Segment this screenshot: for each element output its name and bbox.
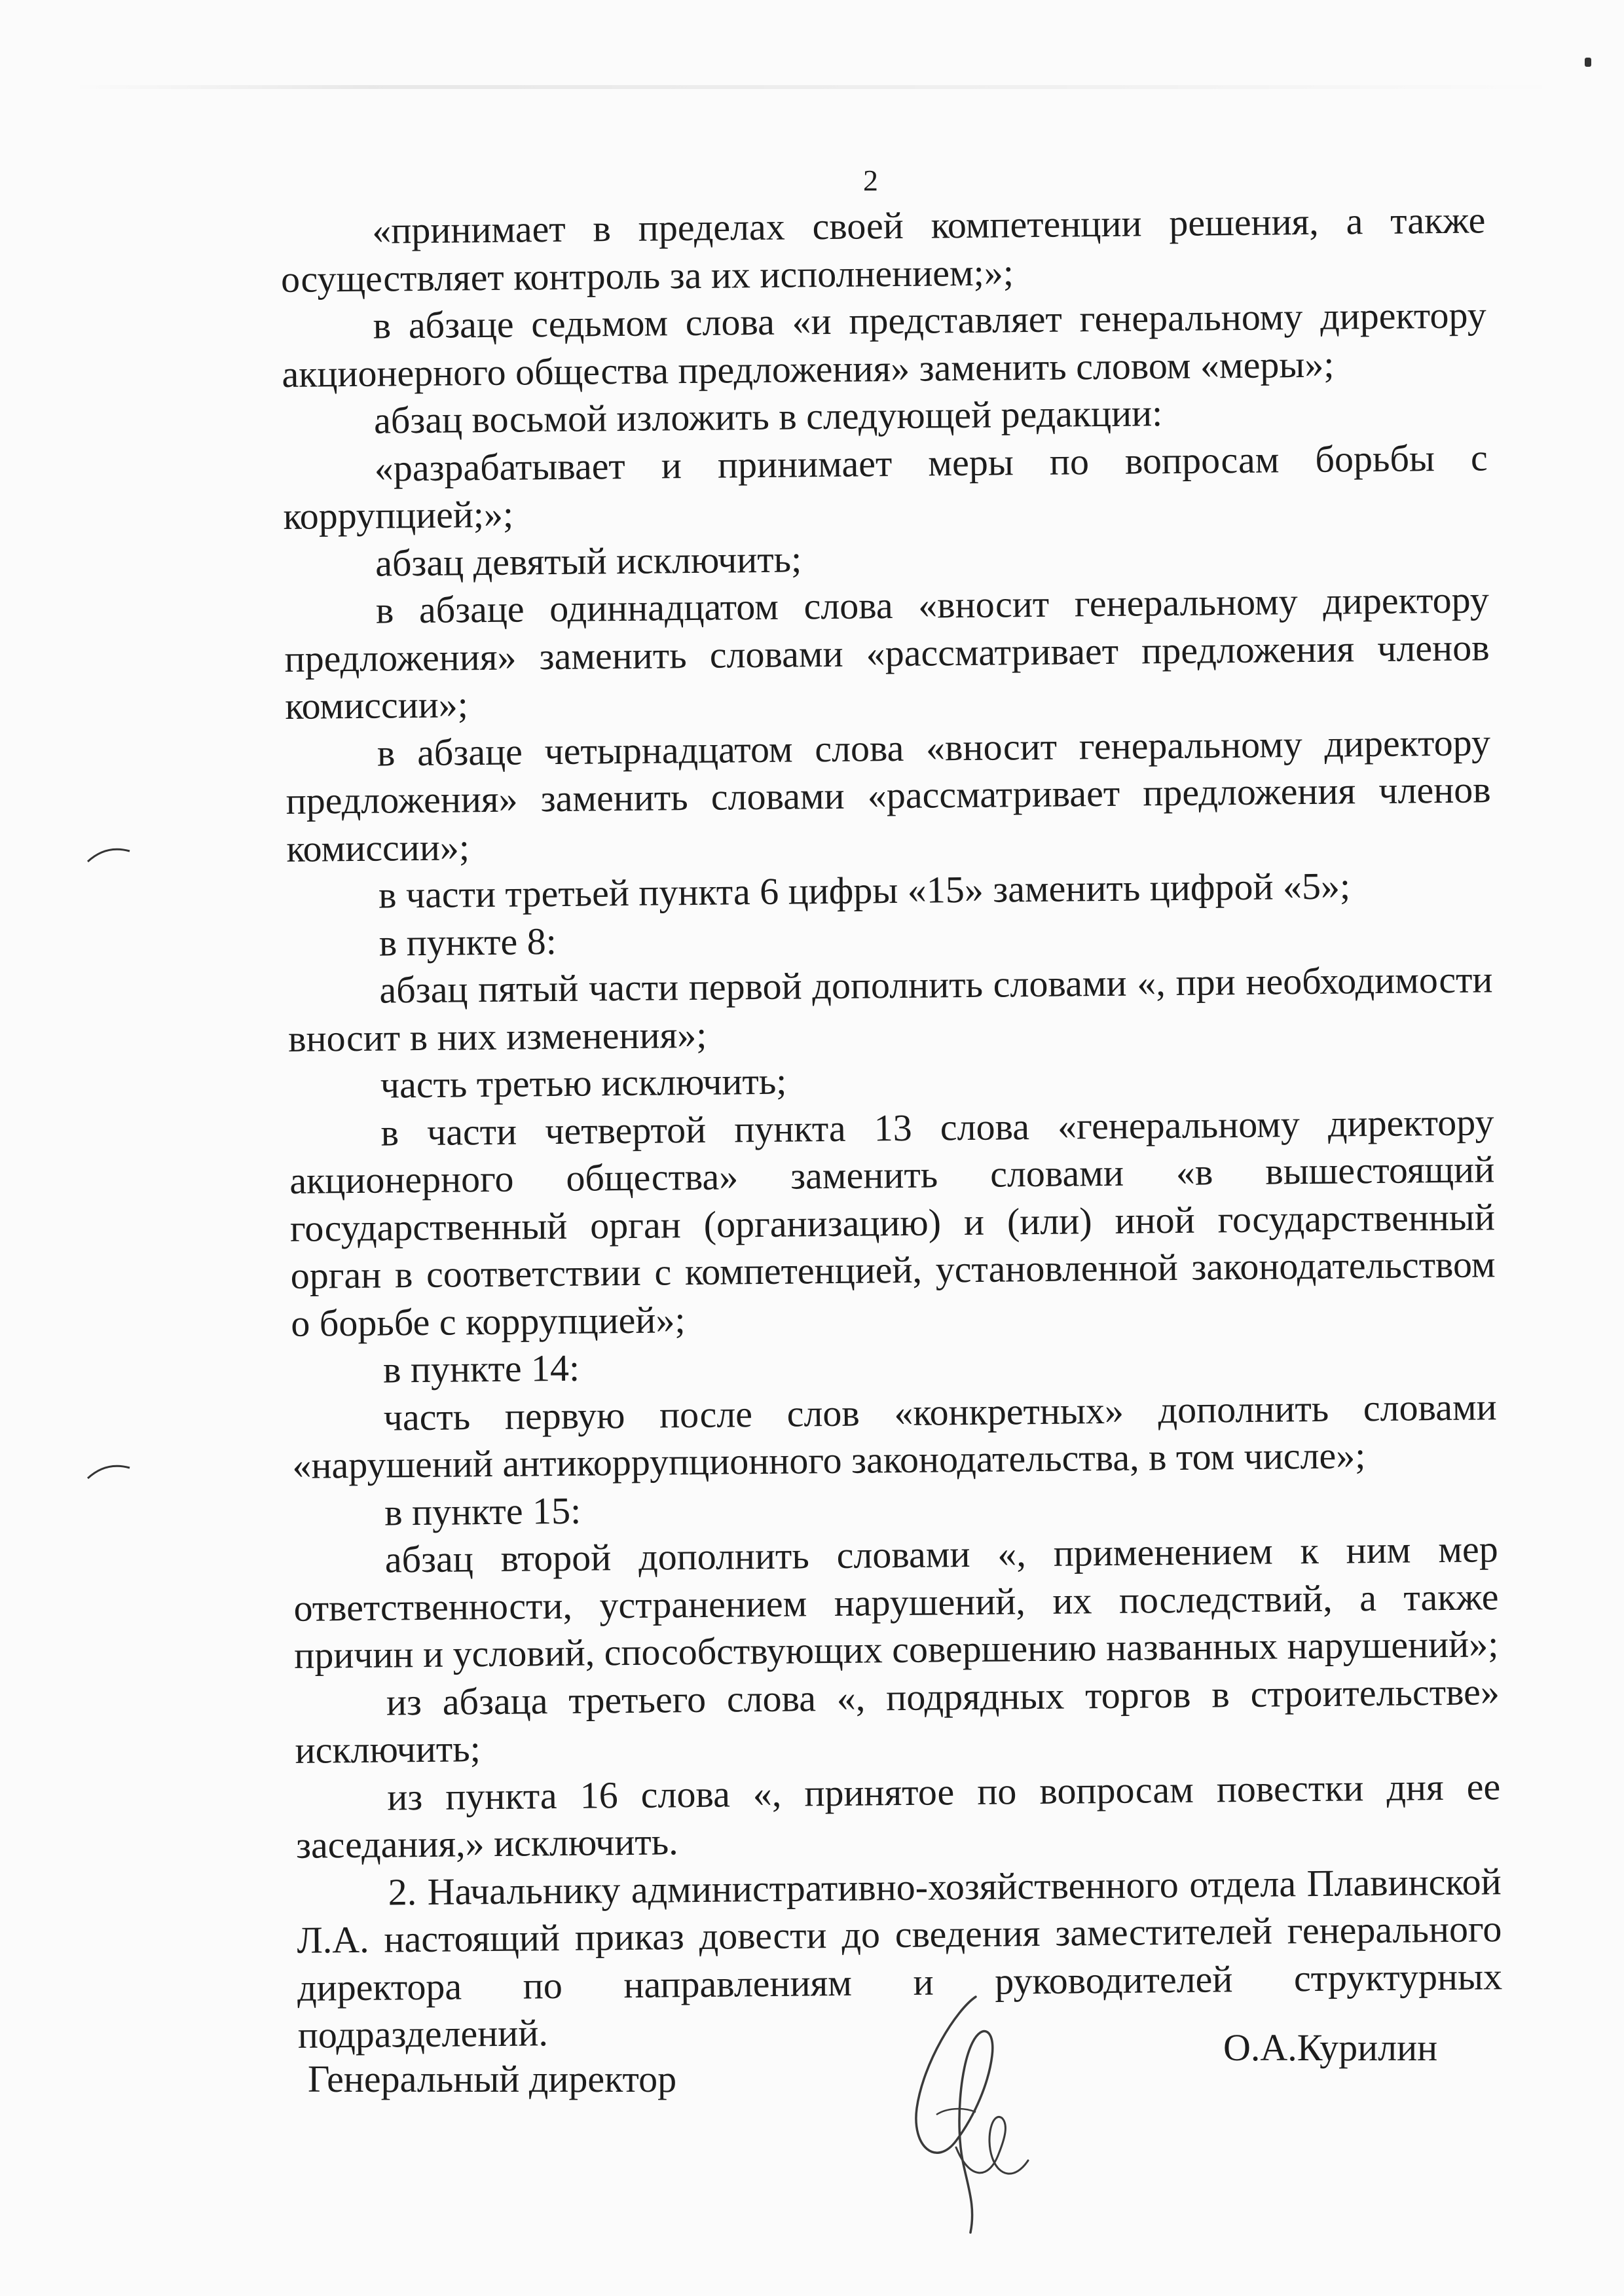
paragraph: абзац второй дополнить словами «, применением к ним мер ответственности, устранением нарушений, их последствий, а также причин и условий, способствующих совершению названных нарушений»; xyxy=(293,1527,1499,1677)
paragraph: 2. Начальнику административно-хозяйственного отдела Плавинской Л.А. настоящий приказ довести до сведения заместителей генерального директора по направлениям и руководителей структурных подразделений. xyxy=(297,1859,1503,2056)
paragraph: «принимает в пределах своей компетенции решения, а также осуществляет контроль за их исполнением;»; xyxy=(280,198,1486,301)
paragraph: в пункте 8: xyxy=(378,919,557,964)
paragraph: из пункта 16 слова «, принятое по вопросам повестки дня ее заседания,» исключить. xyxy=(295,1764,1501,1867)
signatory-name: О.А.Курилин xyxy=(1223,2026,1438,2069)
paragraph: абзац пятый части первой дополнить словами «, при необходимости вносит в них изменения»; xyxy=(287,958,1493,1060)
page-number: 2 xyxy=(863,164,878,197)
paragraph: абзац девятый исключить; xyxy=(375,537,802,585)
paragraph: в абзаце четырнадцатом слова «вносит генеральному директору предложения» заменить словами «рассматривает предложения членов комиссии»; xyxy=(286,720,1491,870)
paragraph: в части третьей пункта 6 цифры «15» заменить цифрой «5»; xyxy=(378,864,1351,917)
paragraph: в части четвертой пункта 13 слова «генеральному директору акционерного общества» заменить словами «в вышестоящий государственный орган (организацию) и (или) иной государственный орган в соответствии с компетенцией, установленной законодательством о борьбе с коррупцией»; xyxy=(289,1100,1496,1345)
paragraph: в абзаце одиннадцатом слова «вносит генеральному директору предложения» заменить словами «рассматривает предложения членов комиссии»; xyxy=(284,578,1490,727)
signatory-title: Генеральный директор xyxy=(308,2058,677,2100)
document-body xyxy=(280,196,1503,2059)
paragraph: часть третью исключить; xyxy=(380,1059,787,1106)
paragraph: в абзаце седьмом слова «и представляет генеральному директору акционерного общества предложения» заменить словом «меры»; xyxy=(282,293,1486,395)
paragraph: «разрабатывает и принимает меры по вопросам борьбы с коррупцией;»; xyxy=(283,435,1488,538)
paragraph: часть первую после слов «конкретных» дополнить словами «нарушений антикоррупционного законодательства, в том числе»; xyxy=(292,1385,1497,1487)
paragraph: в пункте 15: xyxy=(384,1489,581,1534)
scan-edge-shadow xyxy=(72,85,1565,89)
punch-hole-mark-lower xyxy=(84,1459,136,1485)
paragraph: в пункте 14: xyxy=(382,1346,580,1391)
paragraph: абзац восьмой изложить в следующей редакции: xyxy=(373,392,1163,442)
punch-hole-mark-upper xyxy=(84,842,136,868)
paragraph: из абзаца третьего слова «, подрядных торгов в строительстве» исключить; xyxy=(295,1669,1500,1772)
scan-speck xyxy=(1585,58,1591,67)
